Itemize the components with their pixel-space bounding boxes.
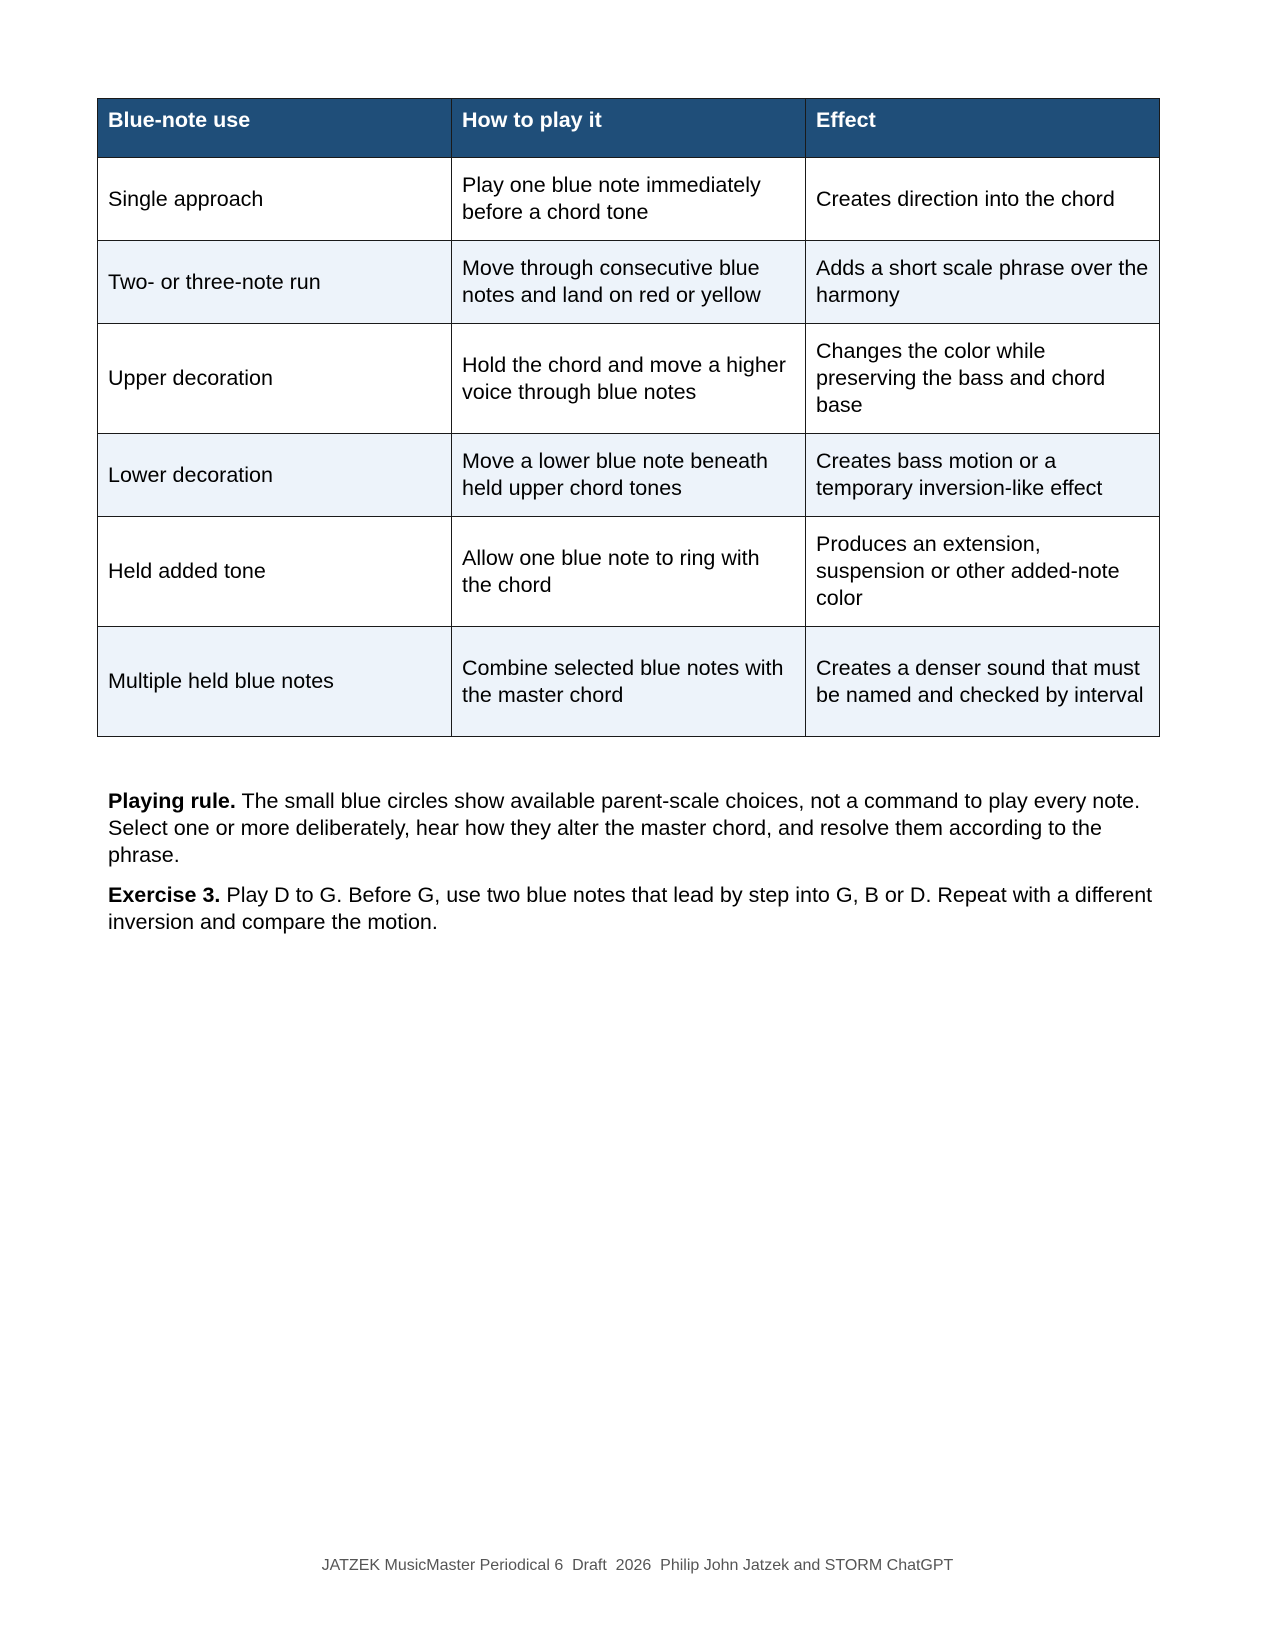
cell-effect: Creates bass motion or a temporary inversion-like effect [806,434,1160,517]
exercise-text: Play D to G. Before G, use two blue notes that lead by step into G, B or D. Repeat with a different inversion and compare the motion. [108,883,1153,934]
cell-how: Move a lower blue note beneath held upper chord tones [452,434,806,517]
cell-effect: Produces an extension, suspension or other added-note color [806,517,1160,627]
playing-rule-text: The small blue circles show available parent-scale choices, not a command to play every note. Select one or more deliberately, hear how they alter the master chord, and resolve them according to the phrase. [108,789,1141,867]
cell-how: Allow one blue note to ring with the chord [452,517,806,627]
exercise-label: Exercise 3. [108,883,221,907]
cell-effect: Changes the color while preserving the bass and chord base [806,324,1160,434]
cell-effect: Creates a denser sound that must be named and checked by interval [806,627,1160,737]
exercise-paragraph [108,882,1168,936]
table-row [98,434,1160,517]
playing-rule-label: Playing rule. [108,789,236,813]
table-row [98,324,1160,434]
cell-use: Two- or three-note run [98,241,452,324]
cell-use: Multiple held blue notes [98,627,452,737]
cell-use: Single approach [98,158,452,241]
cell-use: Upper decoration [98,324,452,434]
cell-how: Play one blue note immediately before a chord tone [452,158,806,241]
cell-effect: Creates direction into the chord [806,158,1160,241]
cell-how: Move through consecutive blue notes and land on red or yellow [452,241,806,324]
table-row [98,158,1160,241]
table-row [98,517,1160,627]
cell-effect: Adds a short scale phrase over the harmony [806,241,1160,324]
playing-rule-paragraph [108,788,1168,869]
cell-how: Hold the chord and move a higher voice through blue notes [452,324,806,434]
cell-use: Held added tone [98,517,452,627]
table-row [98,241,1160,324]
blue-note-uses-table [97,98,1160,737]
table-header-row [98,99,1160,158]
page-footer: JATZEK MusicMaster Periodical 6 Draft 2026 Philip John Jatzek and STORM ChatGPT [321,1557,954,1574]
notes-section [108,788,1168,949]
header-effect: Effect [806,99,1160,158]
header-how-to-play: How to play it [452,99,806,158]
table-row [98,627,1160,737]
header-blue-note-use: Blue-note use [98,99,452,158]
cell-use: Lower decoration [98,434,452,517]
cell-how: Combine selected blue notes with the master chord [452,627,806,737]
